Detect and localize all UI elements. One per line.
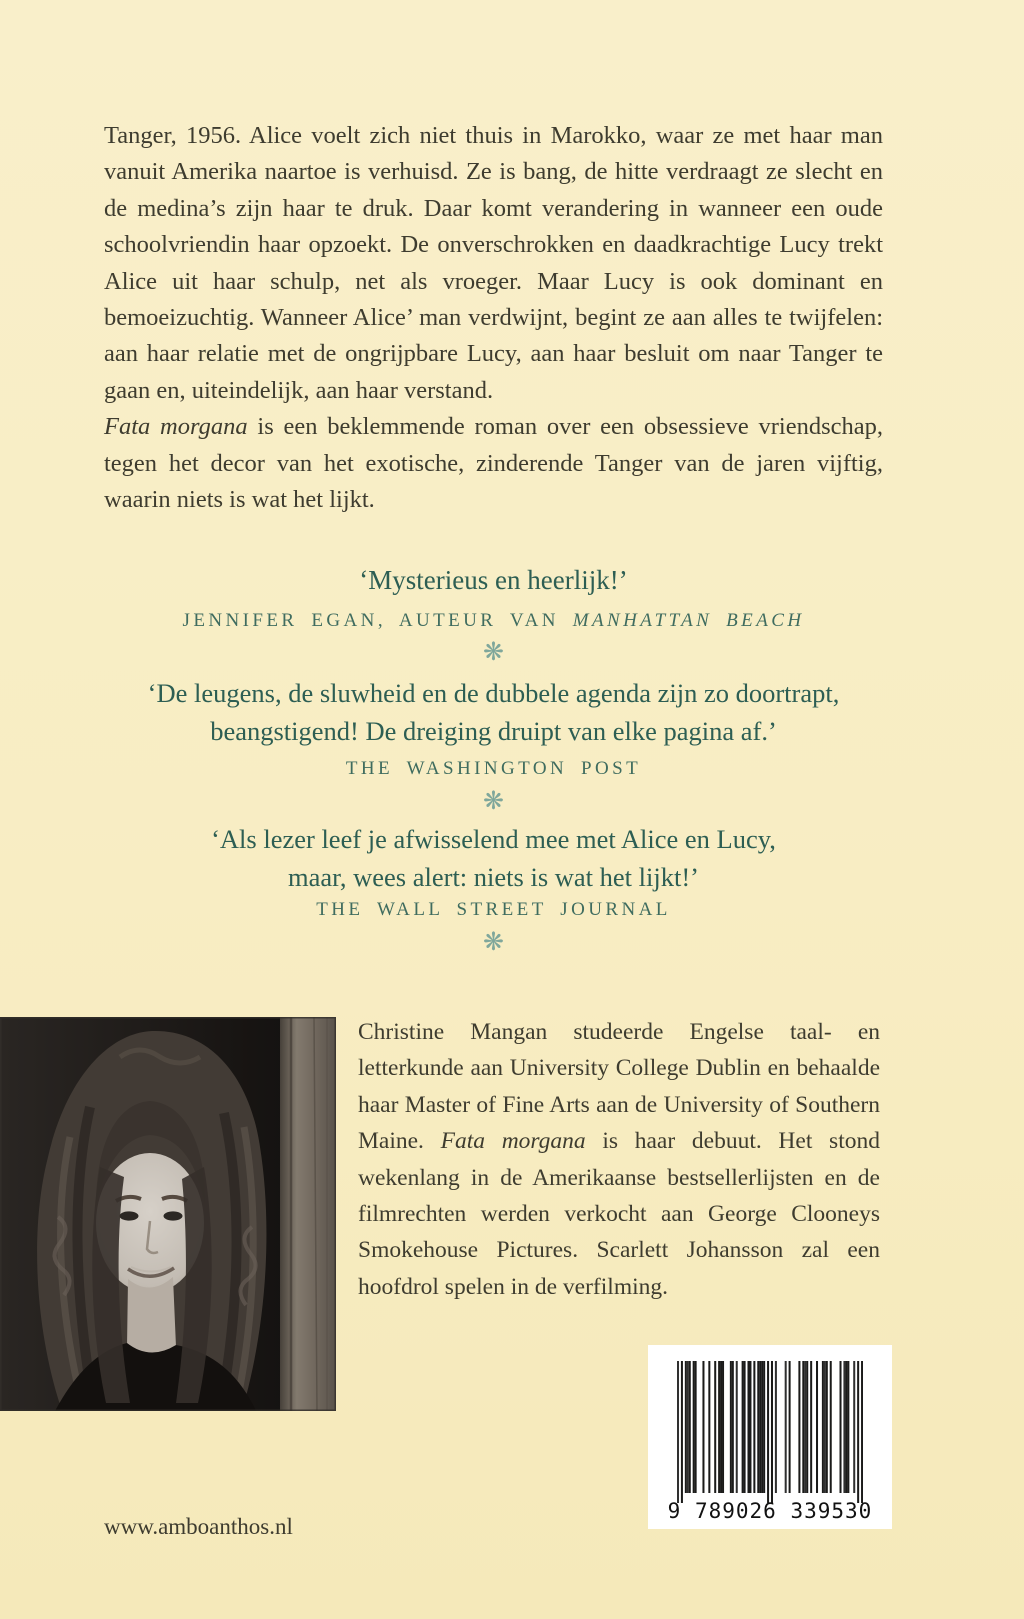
press-quote-2 <box>104 674 883 750</box>
floral-ornament-icon: ❋ <box>483 786 504 815</box>
floral-ornament-icon: ❋ <box>483 927 504 956</box>
synopsis-paragraph-1: Tanger, 1956. Alice voelt zich niet thuis in Marokko, waar ze met haar man vanuit Amerika naartoe is verhuisd. Ze is bang, de hitte verdraagt ze slecht en de medina’s zijn haar te druk. Daar komt verandering in wanneer een oude schoolvriendin haar opzoekt. De onverschrokken en daadkrachtige Lucy trekt Alice uit haar schulp, net als vroeger. Maar Lucy is ook dominant en bemoeizuchtig. Wanneer Alice’ man verdwijnt, begint ze aan alles te twijfelen: aan haar relatie met de ongrijpbare Lucy, aan haar besluit om naar Tanger te gaan en, uiteindelijk, aan haar verstand. <box>104 122 883 404</box>
floral-ornament-icon: ❋ <box>483 637 504 666</box>
quote-line: maar, wees alert: niets is wat het lijkt!’ <box>287 862 700 892</box>
publisher-website: www.amboanthos.nl <box>104 1514 293 1539</box>
attribution-text: JENNIFER EGAN, AUTEUR VAN <box>182 610 573 631</box>
attribution-text: THE WASHINGTON POST <box>345 758 642 779</box>
press-quote-1 <box>104 561 883 599</box>
author-bio <box>358 1014 880 1305</box>
press-quote-2-attribution <box>104 758 883 780</box>
attribution-text: THE WALL STREET JOURNAL <box>316 899 671 920</box>
attribution-book-title: MANHATTAN BEACH <box>572 610 805 631</box>
synopsis-paragraph-2-text: is een beklemmende roman over een obsessieve vriendschap, tegen het decor van het exotische, zinderende Tanger van de jaren vijftig, waarin niets is wat het lijkt. <box>104 413 883 514</box>
synopsis-paragraph-2 <box>104 409 883 518</box>
synopsis <box>104 118 883 518</box>
quote-line: ‘De leugens, de sluwheid en de dubbele agenda zijn zo doortrapt, <box>147 678 840 708</box>
quote-line: beangstigend! De dreiging druipt van elke pagina af.’ <box>210 716 777 746</box>
press-quote-3-attribution <box>104 899 883 921</box>
quote-line: ‘Als lezer leef je afwisselend mee met Alice en Lucy, <box>211 824 776 854</box>
bio-text: is haar debuut. Het stond wekenlang in de Amerikaanse bestsellerlijsten en de filmrechten werden verkocht aan George Clooneys Smokehouse Pictures. Scarlett Johansson zal een hoofdrol spelen in de verfilming. <box>358 1128 880 1300</box>
press-quote-1-attribution <box>104 610 883 632</box>
isbn-number: 9 789026 339530 <box>667 1499 873 1523</box>
press-quote-3 <box>104 820 883 896</box>
author-photo-image <box>0 1017 336 1411</box>
author-photo <box>0 1017 336 1411</box>
quote-line: ‘Mysterieus en heerlijk!’ <box>359 565 628 595</box>
bio-text: Christine Mangan studeerde Engelse taal- en letterkunde aan University College Dublin en behaalde haar Master of Fine Arts aan de University of Southern Maine. <box>358 1019 880 1155</box>
book-title-italic: Fata morgana <box>104 413 248 441</box>
isbn-barcode <box>648 1345 892 1529</box>
bio-book-title-italic: Fata morgana <box>440 1128 586 1155</box>
barcode-bars <box>677 1361 863 1503</box>
